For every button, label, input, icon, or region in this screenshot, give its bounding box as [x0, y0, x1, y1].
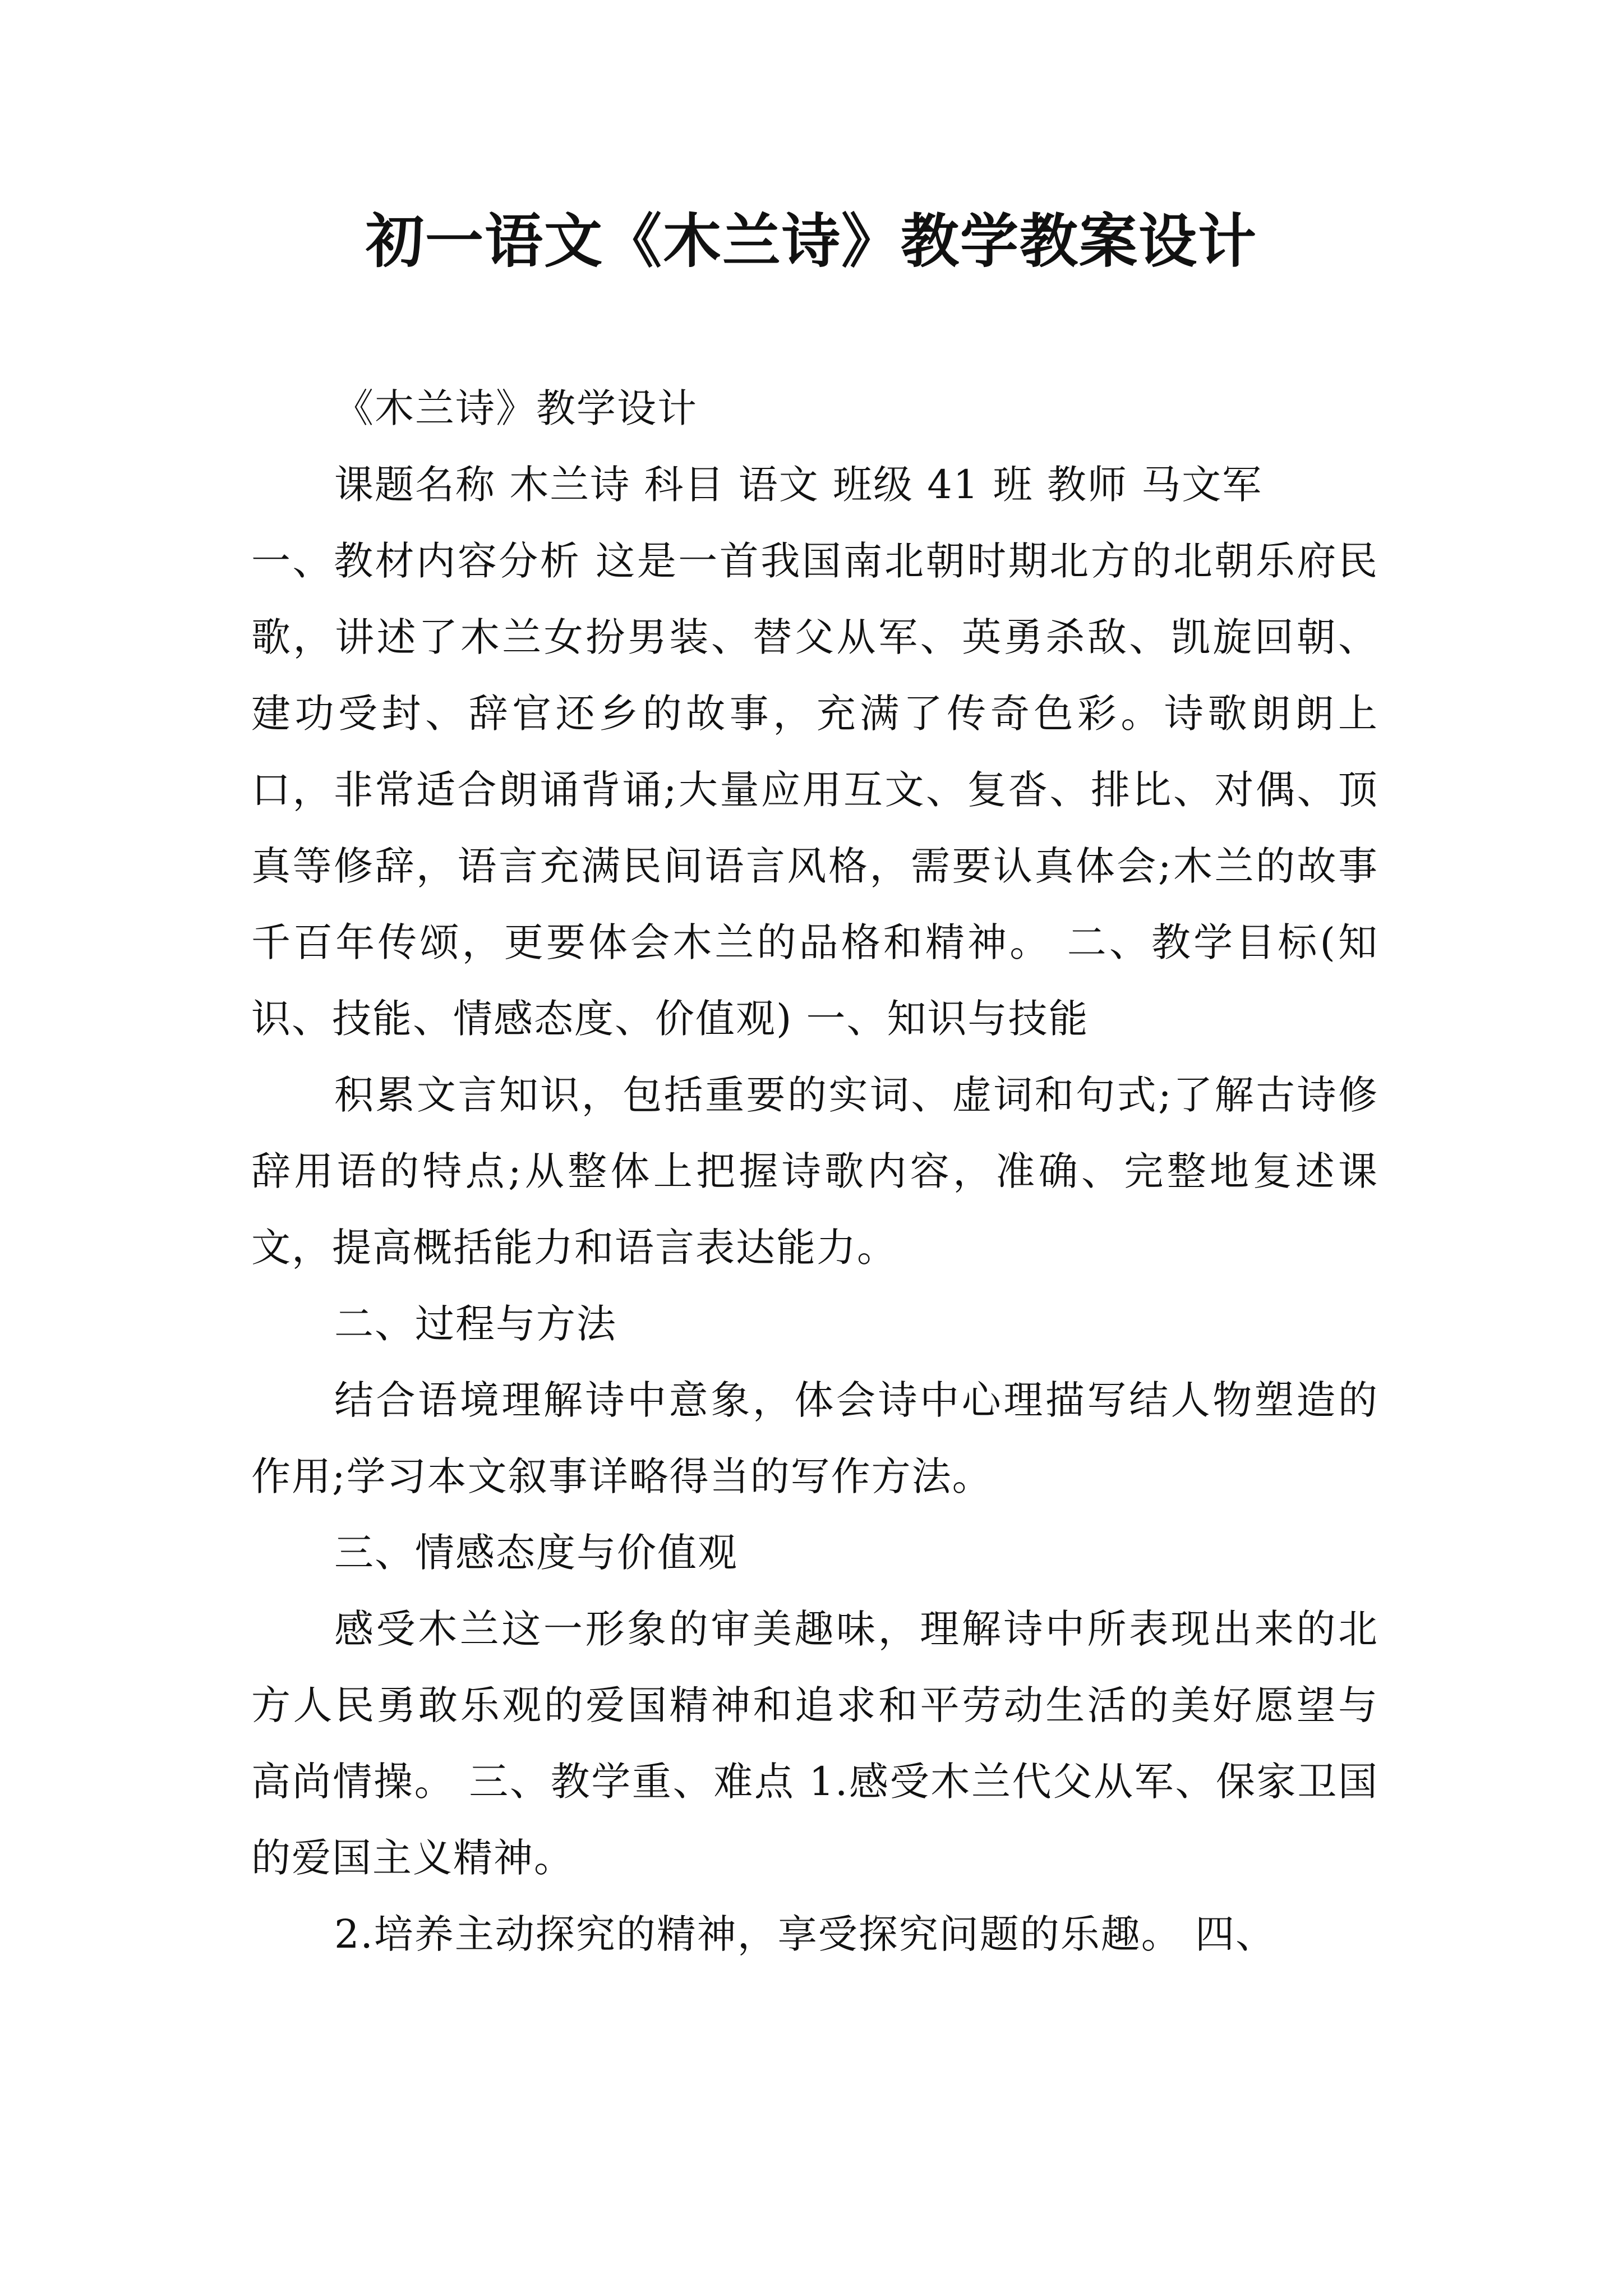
document-title: 初一语文《木兰诗》教学教案设计 — [365, 207, 1257, 275]
paragraph-process: 结合语境理解诗中意象，体会诗中心理描写结人物塑造的作用;学习本文叙事详略得当的写作方法。 — [251, 1377, 1378, 1499]
document-body — [251, 370, 1378, 1972]
paragraph-process-heading: 二、过程与方法 — [334, 1301, 617, 1347]
paragraph-knowledge: 积累文言知识，包括重要的实词、虚词和句式;了解古诗修辞用语的特点;从整体上把握诗歌内容，准确、完整地复述课文，提高概括能力和语言表达能力。 — [251, 1072, 1378, 1271]
paragraph-point-two: 2.培养主动探究的精神，享受探究问题的乐趣。 四、 — [334, 1911, 1276, 1957]
paragraph-analysis: 一、教材内容分析 这是一首我国南北朝时期北方的北朝乐府民歌，讲述了木兰女扮男装、替父从军、英勇杀敌、凯旋回朝、建功受封、辞官还乡的故事，充满了传奇色彩。诗歌朗朗上口，非常适合朗诵背诵;大量应用互文、复沓、排比、对偶、顶真等修辞，语言充满民间语言风格，需要认真体会;木兰的故事千百年传颂，更要体会木兰的品格和精神。 二、教学目标(知识、技能、情感态度、价值观) 一、知识与技能 — [251, 538, 1378, 1042]
paragraph-emotion-heading: 三、情感态度与价值观 — [334, 1530, 738, 1576]
paragraph-course-info: 课题名称 木兰诗 科目 语文 班级 41 班 教师 马文军 — [334, 462, 1263, 508]
paragraph-emotion: 感受木兰这一形象的审美趣味，理解诗中所表现出来的北方人民勇敢乐观的爱国精神和追求和平劳动生活的美好愿望与高尚情操。 三、教学重、难点 1.感受木兰代父从军、保家卫国的爱国主义精神。 — [251, 1606, 1378, 1881]
paragraph-design-heading: 《木兰诗》教学设计 — [334, 385, 698, 431]
